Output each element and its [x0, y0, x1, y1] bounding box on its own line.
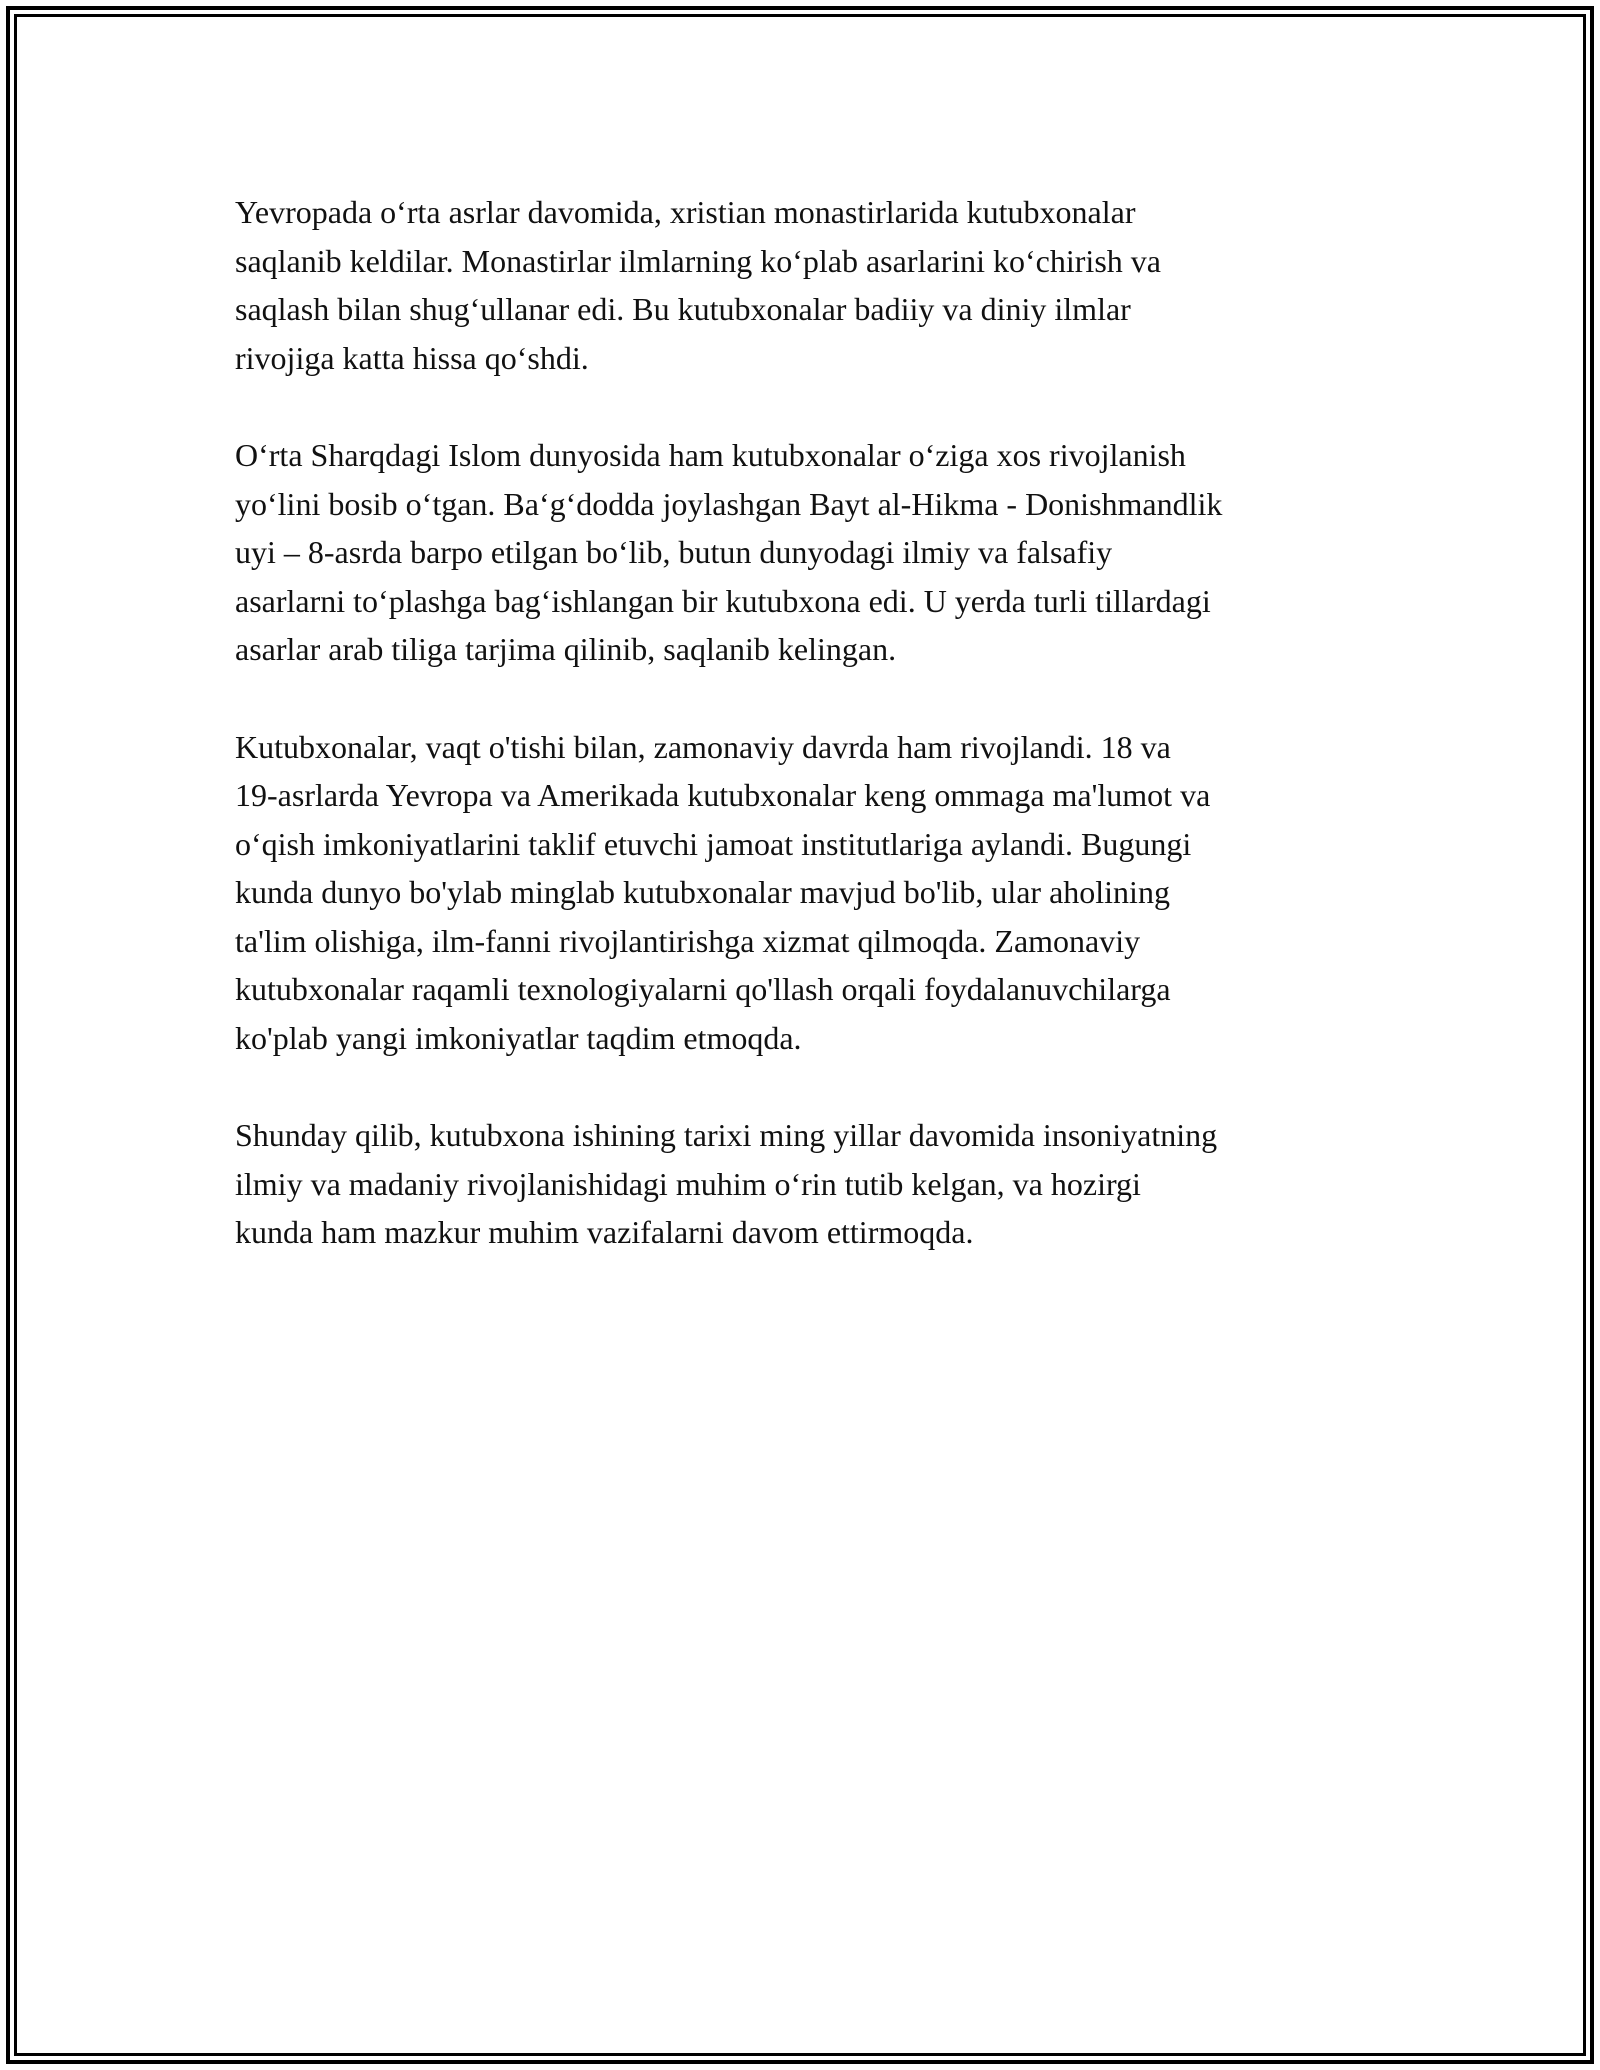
paragraph-conclusion: Shunday qilib, kutubxona ishining tarixi ming yillar davomida insoniyatning ilmiy va madaniy rivojlanishidagi muhim o‘rin tutib kelgan, va hozirgi kunda ham mazkur muhim vazifalarni davom ettirmoqda. — [235, 1117, 1218, 1250]
paragraph-modern-libraries: Kutubxonalar, vaqt o'tishi bilan, zamonaviy davrda ham rivojlandi. 18 va 19-asrlarda Yevropa va Amerikada kutubxonalar keng ommaga ma'lumot va o‘qish imkoniyatlarini taklif etuvchi jamoat institutlariga aylandi. Bugungi kunda dunyo bo'ylab minglab kutubxonalar mavjud bo'lib, ular aholining ta'lim olishiga, ilm-fanni rivojlantirishga xizmat qilmoqda. Zamonaviy kutubxonalar raqamli texnologiyalarni qo'llash orqali foydalanuvchilarga ko'plab yangi imkoniyatlar taqdim etmoqda. — [235, 728, 1211, 1056]
paragraph-islamic-world: O‘rta Sharqdagi Islom dunyosida ham kutubxonalar o‘ziga xos rivojlanish yo‘lini bosib o‘tgan. Ba‘g‘dodda joylashgan Bayt al-Hikma - Donishmandlik uyi – 8-asrda barpo etilgan bo‘lib, butun dunyodagi ilmiy va falsafiy asarlarni to‘plashga bag‘ishlangan bir kutubxona edi. U yerda turli tillardagi asarlar arab tiliga tarjima qilinib, saqlanib kelingan. — [235, 437, 1223, 667]
paragraph-europe-monasteries: Yevropada o‘rta asrlar davomida, xristian monastirlarida kutubxonalar saqlanib keldilar. Monastirlar ilmlarning ko‘plab asarlarini ko‘chirish va saqlash bilan shug‘ullanar edi. Bu kutubxonalar badiiy va diniy ilmlar rivojiga katta hissa qo‘shdi. — [235, 194, 1161, 376]
document-body — [235, 188, 1375, 1306]
